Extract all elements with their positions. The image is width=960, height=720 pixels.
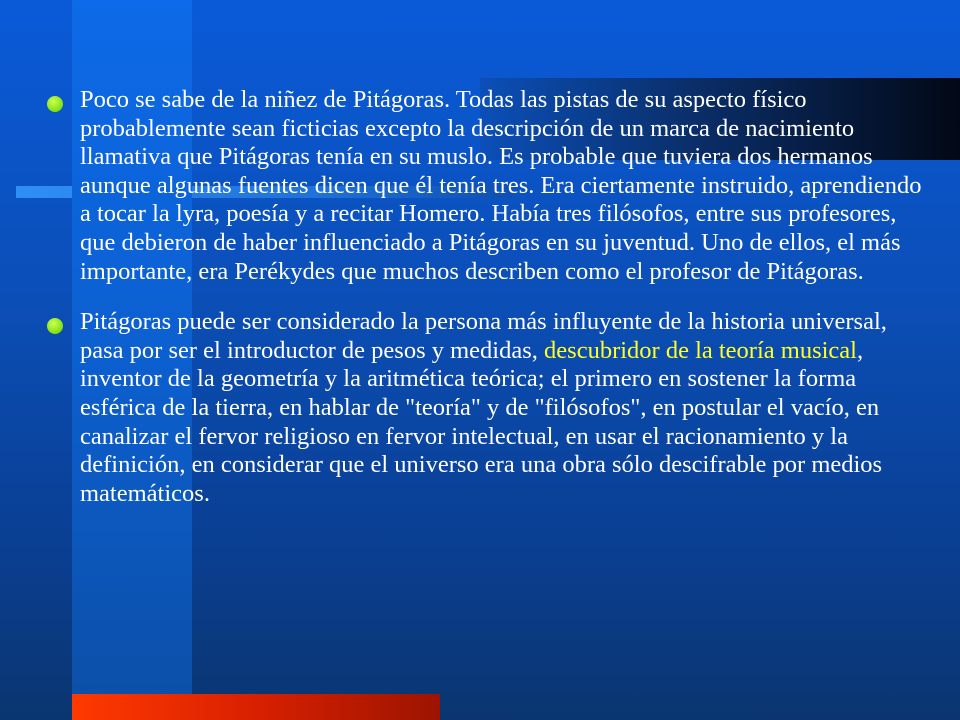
bullet-item-influence bbox=[40, 308, 924, 508]
bullet-text-after: , inventor de la geometría y la aritmética teórica; el primero en sostener la forma esférica de la tierra, en hablar de "teoría" y de "filósofos", en postular el vacío, en canalizar el fervor religioso en fervor intelectual, en usar el racionamiento y la definición, en considerar que el universo era una obra sólo descifrable por medios matemáticos. bbox=[80, 336, 883, 507]
bullet-item-childhood bbox=[40, 86, 924, 286]
bullet-dot-icon bbox=[47, 318, 63, 334]
slide-content bbox=[40, 86, 924, 530]
bullet-text: Poco se sabe de la niñez de Pitágoras. Todas las pistas de su aspecto físico probablemente sean ficticias excepto la descripción de un marca de nacimiento llamativa que Pitágoras tenía en su muslo. Es probable que tuviera dos hermanos aunque algunas fuentes dicen que él tenía tres. Era ciertamente instruido, aprendiendo a tocar la lyra, poesía y a recitar Homero. Había tres filósofos, entre sus profesores, que debieron de haber influenciado a Pitágoras en su juventud. Uno de ellos, el más importante, era Perékydes que muchos describen como el profesor de Pitágoras. bbox=[80, 86, 922, 285]
bullet-dot-icon bbox=[47, 96, 63, 112]
bullet-list bbox=[40, 86, 924, 508]
decorative-red-bar bbox=[72, 694, 440, 720]
highlighted-text: descubridor de la teoría musical bbox=[544, 336, 857, 364]
bullet-text-before: Pitágoras puede ser considerado la persona más influyente de la historia universal, pasa por ser el introductor de pesos y medidas, bbox=[80, 308, 887, 364]
